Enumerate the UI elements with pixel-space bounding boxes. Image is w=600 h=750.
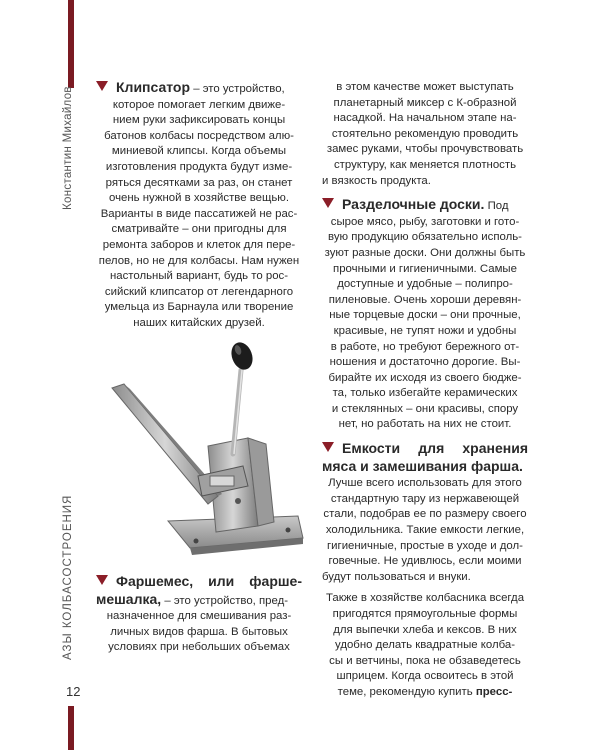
molds-bold-word: пресс-: [475, 685, 513, 698]
molds-text: теме, рекомендую купить: [337, 685, 476, 698]
top-accent-bar: [68, 0, 74, 88]
grinder-heading: Фаршемес, или фарше-: [116, 573, 302, 589]
continued-line: насадкой. На начальном этапе на-: [333, 112, 517, 125]
triangle-bullet-icon: [322, 198, 334, 208]
molds-line: шприцем. Когда освоитесь в этой: [336, 670, 514, 683]
containers-line: Лучше всего использовать для этого: [328, 477, 522, 490]
clipsator-line: миниевой клипсы. Когда объемы: [111, 145, 287, 158]
boards-line: прочными и гигиеничными. Самые: [333, 262, 517, 275]
clipsator-illustration: [98, 326, 308, 566]
molds-line: пригодятся прямоугольные формы: [332, 608, 518, 620]
containers-line: стали, подобрав ее по размеру своего: [323, 508, 527, 521]
clipsator-line: Варианты в виде пассатижей не рас-: [100, 207, 298, 220]
continued-line: структуру, как меняется плотность: [333, 158, 517, 171]
boards-line: бирайте их исходя из своего бюдже-: [328, 371, 522, 384]
clipsator-line: изготовления продукта будут изме-: [105, 160, 293, 173]
boards-heading-line: [322, 197, 528, 215]
containers-heading-line: [322, 441, 528, 459]
containers-line: холодильника. Такие емкости легкие,: [325, 524, 525, 537]
boards-line: вую продукцию обязательно исполь-: [328, 231, 522, 244]
clipsator-line: сийский клипсатор от легендарного: [104, 285, 294, 298]
grinder-heading-2: мешалка,: [96, 590, 162, 607]
clipsator-line: сматривайте – они пригодны для: [111, 223, 287, 236]
continued-line: в этом качестве может выступать: [336, 81, 514, 93]
boards-line: нет, но работать на них не стоит.: [338, 418, 512, 431]
clipsator-line: – это устройство,: [190, 83, 285, 95]
triangle-bullet-icon: [96, 81, 108, 91]
clipsator-line: ремонта заборов и клеток для пере-: [102, 238, 296, 251]
containers-heading-2: мяса и замешивания фарша.: [322, 457, 523, 474]
section-title: АЗЫ КОЛБАСОСТРОЕНИЯ: [62, 494, 74, 660]
boards-line: и стеклянных – они красивы, спору: [331, 402, 519, 415]
containers-line: стандартную тару из нержавеющей: [330, 492, 520, 505]
boards-line: зуют разные доски. Они должны быть: [324, 246, 526, 259]
page-number: 12: [66, 684, 81, 699]
author-name: Константин Михайлов: [62, 86, 74, 210]
clipsator-heading: Клипсатор: [116, 79, 191, 95]
continued-line: и вязкость продукта.: [322, 174, 431, 187]
containers-heading: Емкости для хранения: [342, 440, 528, 457]
triangle-bullet-icon: [96, 575, 108, 585]
clipsator-line: наших китайских друзей.: [133, 316, 265, 329]
continued-line: планетарный миксер с К-образной: [333, 96, 517, 109]
clipsator-line: пелов, но не для колбасы. Нам нужен: [98, 254, 300, 267]
clipsator-line: которое помогает легким движе-: [112, 98, 286, 111]
molds-line: удобно делать квадратные колба-: [335, 639, 515, 652]
grinder-line: [96, 592, 302, 610]
clipsator-line: очень нужной в хозяйстве вещью.: [109, 192, 289, 205]
boards-line: в работе, но требуют бережного от-: [330, 340, 520, 353]
containers-heading-line: [322, 459, 528, 477]
boards-line: та, только избегайте керамических: [332, 387, 518, 400]
bottom-accent-bar: [68, 706, 74, 750]
containers-line: говечные. Не удивлюсь, если моими: [328, 555, 522, 568]
containers-line: будут пользоваться и внуки.: [322, 570, 471, 583]
grinder-block: [96, 574, 302, 656]
molds-last-line: [322, 685, 528, 701]
boards-line: Под: [484, 200, 509, 213]
grinder-line: назначенное для смешивания раз-: [106, 610, 292, 623]
boards-line: красивые, не тупят ножи и удобны: [333, 324, 517, 337]
boards-line: ношения и достаточно дорогие. Вы-: [329, 356, 521, 369]
molds-line: для выпечки хлеба и кексов. В них: [333, 623, 517, 636]
grinder-text: – это устройство, пред-: [161, 594, 289, 607]
triangle-bullet-icon: [322, 442, 334, 452]
left-column: [96, 80, 302, 332]
clipsator-heading-line: [96, 80, 302, 98]
continued-line: замес руками, чтобы прочувствовать: [326, 143, 524, 156]
clipsator-line: нием руки зафиксировать концы: [112, 114, 286, 127]
grinder-line: условиях при небольших объемах: [108, 641, 290, 654]
boards-line: ные торцевые доски – они прочные,: [329, 309, 521, 322]
clipsator-line: умельца из Барнаула или творение: [104, 301, 294, 314]
molds-line: сы и ветчины, пока не обзаведетесь: [329, 654, 521, 667]
boards-line: сырое мясо, рыбу, заготовки и гото-: [330, 215, 520, 228]
containers-line: гигиеничные, простые в уходе и дол-: [327, 539, 523, 552]
boards-heading: Разделочные доски.: [342, 196, 485, 213]
boards-line: доступные и удобные – полипро-: [337, 278, 513, 291]
molds-line: Также в хозяйстве колбасника всегда: [325, 592, 525, 605]
boards-line: пиленовые. Очень хороши деревян-: [328, 293, 522, 306]
right-column: [322, 80, 528, 701]
clipsator-line: настольный вариант, будь то рос-: [109, 270, 289, 283]
continued-line: стоятельно рекомендую проводить: [331, 127, 519, 140]
grinder-heading-line: [96, 574, 302, 592]
clipsator-line: батонов колбасы посредством алю-: [104, 129, 294, 142]
grinder-line: личных видов фарша. В бытовых: [110, 625, 288, 638]
clipsator-line: ряться десятками за раз, он станет: [105, 176, 293, 189]
